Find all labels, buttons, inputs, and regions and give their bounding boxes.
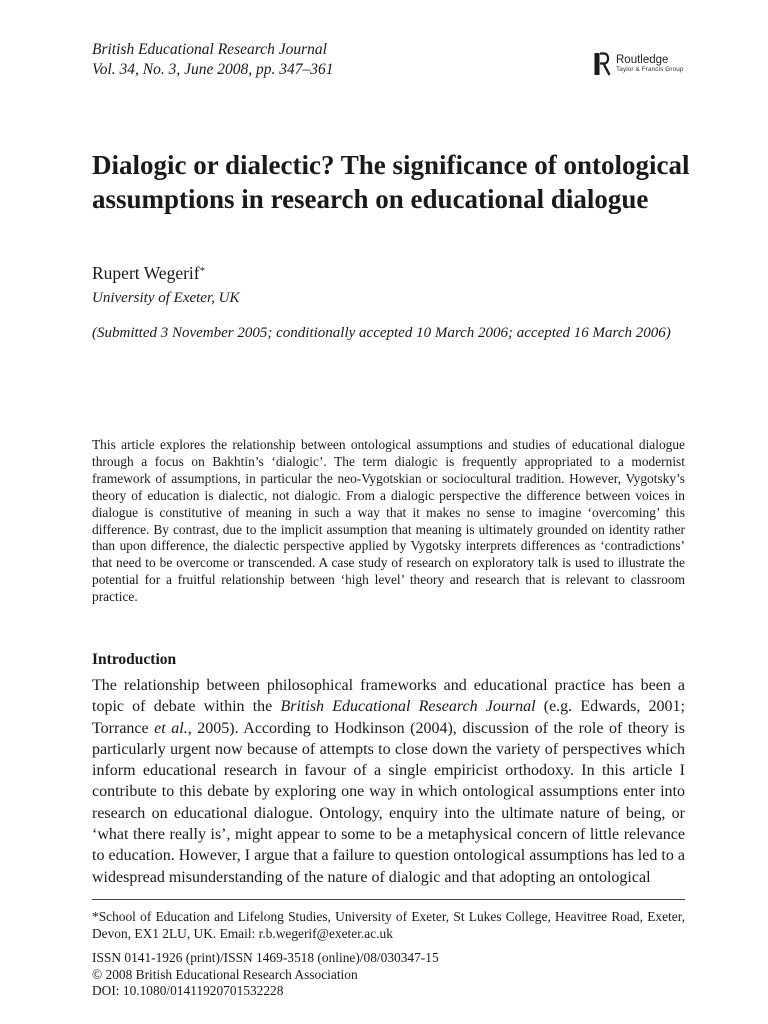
- intro-text-1: The relationship between philosophical frameworks and educational practice has been a topic of debate within the: [92, 677, 685, 716]
- article-title: Dialogic or dialectic? The significance of ontological assumptions in research on educational dialogue: [92, 150, 690, 214]
- author-footnote-mark: *: [199, 265, 206, 277]
- author-name: Rupert Wegerif: [92, 263, 200, 283]
- publisher-logo: [594, 52, 684, 76]
- copyright-notice: © 2008 British Educational Research Association: [92, 966, 358, 982]
- copyright-block: [92, 950, 439, 1000]
- submission-dates: (Submitted 3 November 2005; conditionally accepted 10 March 2006; accepted 16 March 2006): [92, 325, 671, 341]
- journal-header: [92, 40, 334, 80]
- issn-line: ISSN 0141-1926 (print)/ISSN 1469-3518 (online)/08/030347-15: [92, 950, 439, 965]
- author-line: [92, 262, 205, 284]
- journal-name: British Educational Research Journal: [92, 41, 327, 58]
- intro-text-3: , 2005). According to Hodkinson (2004), discussion of the role of theory is particularly urgent now because of attempts to close down the variety of perspectives which inform educational research in favour of a single empiricist orthodoxy. In this article I contribute to this debate by exploring one way in which ontological assumptions enter into research on educational dialogue. Ontology, enquiry into the ultimate nature of being, or ‘what there really is’, might appear to some to be a metaphysical concern of little relevance to education. However, I argue that a failure to question ontological assumptions has led to a widespread misunderstanding of the nature of dialogic and that adopting an ontological: [92, 719, 685, 886]
- intro-text-2: (e.g. Edwards, 2001; Torrance: [92, 698, 686, 737]
- publisher-name: Routledge: [616, 53, 669, 66]
- footnote-divider: [92, 899, 685, 900]
- intro-journal-ref: British Educational Research Journal: [280, 698, 536, 716]
- publisher-group: Taylor & Francis Group: [616, 66, 684, 74]
- introduction-paragraph: [92, 675, 685, 888]
- journal-citation: Vol. 34, No. 3, June 2008, pp. 347–361: [92, 61, 334, 78]
- intro-et-al: et al.: [154, 719, 188, 737]
- abstract: This article explores the relationship between ontological assumptions and studies of educational dialogue through a focus on Bakhtin’s ‘dialogic’. The term dialogic is frequently appropriated to a modernist framework of assumptions, in particular the neo-Vygotskian or sociocultural tradition. However, Vygotsky’s theory of education is dialectic, not dialogic. From a dialogic perspective the difference between voices in dialogue is constitutive of meaning in such a way that it makes no sense to imagine ‘overcoming’ this difference. By contrast, due to the implicit assumption that meaning is ultimately grounded on identity rather than upon difference, the dialectic perspective applied by Vygotsky interprets differences as ‘contradictions’ that need to be overcome or transcended. A case study of research on exploratory talk is used to illustrate the potential for a fruitful relationship between ‘high level’ theory and research that is relevant to classroom practice.: [92, 437, 685, 605]
- author-affiliation: University of Exeter, UK: [92, 290, 240, 306]
- section-heading-introduction: Introduction: [92, 651, 177, 668]
- routledge-r-logo-icon: [594, 52, 612, 76]
- doi-line: DOI: 10.1080/01411920701532228: [92, 983, 284, 998]
- author-footnote: *School of Education and Lifelong Studies, University of Exeter, St Lukes College, Heavitree Road, Exeter, Devon, EX1 2LU, UK. Email: r.b.wegerif@exeter.ac.uk: [92, 909, 685, 941]
